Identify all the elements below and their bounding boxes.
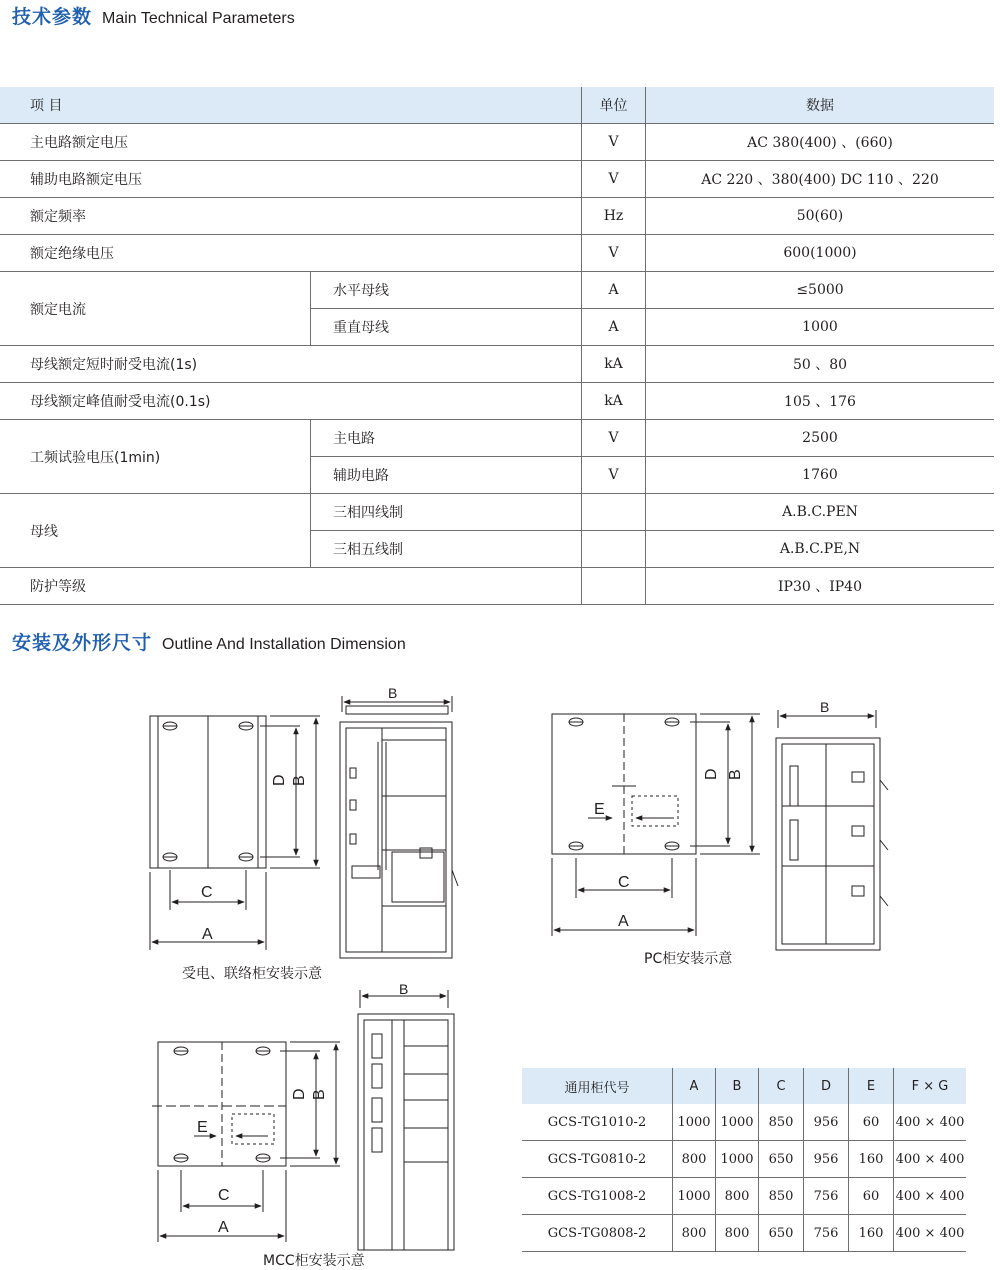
figure-3-front-view bbox=[358, 990, 454, 1250]
row-value: 1760 bbox=[646, 457, 995, 494]
cell-code: GCS-TG0808-2 bbox=[522, 1215, 673, 1252]
fig2-letter-e: E bbox=[594, 801, 605, 818]
row-value: 600(1000) bbox=[646, 235, 995, 272]
row-label: 辅助电路额定电压 bbox=[0, 161, 582, 198]
row-label: 工频试验电压(1min) bbox=[0, 420, 311, 494]
fig1-letter-a: A bbox=[202, 926, 213, 943]
header-fxg: F × G bbox=[894, 1068, 967, 1104]
table-row bbox=[522, 1215, 966, 1252]
header-b: B bbox=[716, 1068, 759, 1104]
fig3-letter-d: D bbox=[291, 1088, 308, 1100]
fig2-letter-a: A bbox=[618, 913, 629, 930]
cell-a: 1000 bbox=[673, 1178, 716, 1215]
figure-1-caption: 受电、联络柜安装示意 bbox=[182, 966, 322, 982]
cell-a: 800 bbox=[673, 1141, 716, 1178]
cell-d: 756 bbox=[804, 1215, 849, 1252]
row-value: A.B.C.PEN bbox=[646, 494, 995, 531]
cell-d: 756 bbox=[804, 1178, 849, 1215]
fig2-letter-d: D bbox=[703, 768, 720, 780]
row-value: A.B.C.PE,N bbox=[646, 531, 995, 568]
fig3-letter-c: C bbox=[218, 1187, 230, 1204]
header-d: D bbox=[804, 1068, 849, 1104]
section-title-cn: 安装及外形尺寸 bbox=[12, 632, 153, 654]
row-label: 主电路额定电压 bbox=[0, 124, 582, 161]
fig1-letter-d: D bbox=[271, 774, 288, 786]
fig3-front-letter-b: B bbox=[399, 981, 409, 997]
cell-d: 956 bbox=[804, 1141, 849, 1178]
row-unit: A bbox=[582, 309, 646, 346]
cell-e: 160 bbox=[849, 1141, 894, 1178]
row-label: 母线额定峰值耐受电流(0.1s) bbox=[0, 383, 582, 420]
cell-b: 800 bbox=[716, 1215, 759, 1252]
row-label: 防护等级 bbox=[0, 568, 582, 605]
cell-code: GCS-TG0810-2 bbox=[522, 1141, 673, 1178]
section-title-en: Outline And Installation Dimension bbox=[162, 636, 406, 653]
row-unit: kA bbox=[582, 346, 646, 383]
header-data: 数据 bbox=[646, 87, 995, 124]
row-label: 额定绝缘电压 bbox=[0, 235, 582, 272]
fig3-letter-b: B bbox=[311, 1089, 328, 1100]
cell-d: 956 bbox=[804, 1104, 849, 1141]
row-unit: V bbox=[582, 457, 646, 494]
fig1-front-letter-b: B bbox=[388, 685, 398, 701]
row-sublabel: 水平母线 bbox=[311, 272, 582, 309]
cell-a: 800 bbox=[673, 1215, 716, 1252]
cell-fxg: 400 × 400 bbox=[894, 1141, 967, 1178]
header-cabinet-code: 通用柜代号 bbox=[522, 1068, 673, 1104]
row-value: 2500 bbox=[646, 420, 995, 457]
row-sublabel: 三相四线制 bbox=[311, 494, 582, 531]
row-unit: Hz bbox=[582, 198, 646, 235]
fig3-letter-e: E bbox=[197, 1119, 208, 1136]
cell-b: 800 bbox=[716, 1178, 759, 1215]
row-value: 50(60) bbox=[646, 198, 995, 235]
row-unit: kA bbox=[582, 383, 646, 420]
figure-3-plan-view bbox=[152, 1042, 340, 1242]
section-title-en: Main Technical Parameters bbox=[102, 10, 295, 27]
fig2-letter-c: C bbox=[618, 874, 630, 891]
dimensions-header-row bbox=[522, 1068, 966, 1104]
row-sublabel: 主电路 bbox=[311, 420, 582, 457]
row-label: 母线 bbox=[0, 494, 311, 568]
header-e: E bbox=[849, 1068, 894, 1104]
row-unit: V bbox=[582, 161, 646, 198]
cell-fxg: 400 × 400 bbox=[894, 1104, 967, 1141]
dimensions-table bbox=[522, 1068, 966, 1252]
cell-c: 850 bbox=[759, 1178, 804, 1215]
cell-e: 60 bbox=[849, 1178, 894, 1215]
row-unit: V bbox=[582, 235, 646, 272]
row-sublabel: 辅助电路 bbox=[311, 457, 582, 494]
row-value: 105 、176 bbox=[646, 383, 995, 420]
row-sublabel: 三相五线制 bbox=[311, 531, 582, 568]
fig3-letter-a: A bbox=[218, 1219, 229, 1236]
fig1-letter-c: C bbox=[201, 884, 213, 901]
row-value: 1000 bbox=[646, 309, 995, 346]
cell-b: 1000 bbox=[716, 1141, 759, 1178]
row-label: 母线额定短时耐受电流(1s) bbox=[0, 346, 582, 383]
cell-code: GCS-TG1008-2 bbox=[522, 1178, 673, 1215]
cell-e: 160 bbox=[849, 1215, 894, 1252]
row-value: AC 220 、380(400) DC 110 、220 bbox=[646, 161, 995, 198]
row-unit: V bbox=[582, 420, 646, 457]
header-c: C bbox=[759, 1068, 804, 1104]
cell-c: 650 bbox=[759, 1141, 804, 1178]
header-a: A bbox=[673, 1068, 716, 1104]
row-value: IP30 、IP40 bbox=[646, 568, 995, 605]
figure-2-front-view bbox=[776, 710, 888, 950]
cell-code: GCS-TG1010-2 bbox=[522, 1104, 673, 1141]
figure-1-plan-view bbox=[150, 716, 320, 950]
figure-2-caption: PC柜安装示意 bbox=[644, 951, 733, 967]
cell-a: 1000 bbox=[673, 1104, 716, 1141]
figure-3-caption: MCC柜安装示意 bbox=[263, 1253, 365, 1269]
figure-1-front-view bbox=[340, 696, 458, 958]
row-value: 50 、80 bbox=[646, 346, 995, 383]
row-unit: A bbox=[582, 272, 646, 309]
cell-c: 650 bbox=[759, 1215, 804, 1252]
cell-e: 60 bbox=[849, 1104, 894, 1141]
figure-2-plan-view bbox=[552, 714, 760, 936]
row-label: 额定频率 bbox=[0, 198, 582, 235]
fig2-letter-b: B bbox=[727, 769, 744, 780]
row-unit: V bbox=[582, 124, 646, 161]
cell-b: 1000 bbox=[716, 1104, 759, 1141]
row-label: 额定电流 bbox=[0, 272, 311, 346]
table-row bbox=[522, 1178, 966, 1215]
row-value: ≤5000 bbox=[646, 272, 995, 309]
row-value: AC 380(400) 、(660) bbox=[646, 124, 995, 161]
header-unit: 单位 bbox=[582, 87, 646, 124]
fig2-front-letter-b: B bbox=[820, 699, 830, 715]
row-sublabel: 重直母线 bbox=[311, 309, 582, 346]
section-title-cn: 技术参数 bbox=[12, 6, 93, 28]
cell-fxg: 400 × 400 bbox=[894, 1215, 967, 1252]
table-row bbox=[522, 1141, 966, 1178]
fig1-letter-b: B bbox=[291, 775, 308, 786]
table-row bbox=[522, 1104, 966, 1141]
cell-fxg: 400 × 400 bbox=[894, 1178, 967, 1215]
cell-c: 850 bbox=[759, 1104, 804, 1141]
header-item: 项 目 bbox=[0, 87, 582, 124]
